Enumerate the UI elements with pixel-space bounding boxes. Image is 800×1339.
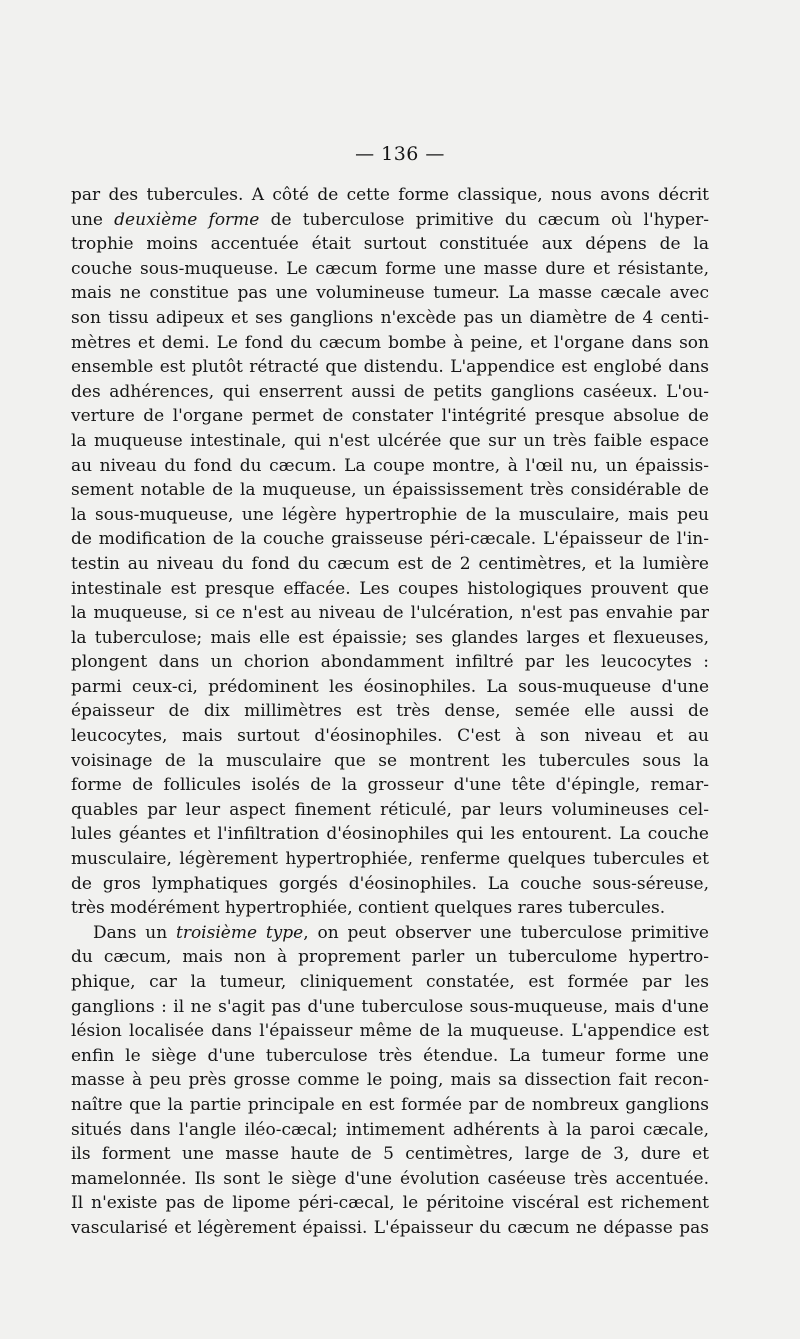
text-segment: de gros lymphatiques gorgés d'éosinophiles. La couche sous-séreuse, — [71, 873, 709, 894]
text-segment: , on peut observer une tuberculose primitive — [303, 922, 709, 943]
text-segment: la tuberculose; mais elle est épaissie; ses glandes larges et flexueuses, — [71, 627, 709, 648]
text-segment: la muqueuse, si ce n'est au niveau de l'ulcération, n'est pas envahie par — [71, 603, 709, 624]
text-segment: ensemble est plutôt rétracté que distendu. L'appendice est englobé dans — [71, 357, 709, 378]
text-line — [71, 1044, 709, 1069]
text-line — [71, 822, 709, 847]
text-segment: son tissu adipeux et ses ganglions n'excède pas un diamètre de 4 centi- — [71, 307, 709, 328]
text-segment: vascularisé et légèrement épaissi. L'épaisseur du cæcum ne dépasse pas — [71, 1217, 709, 1238]
italic-phrase: deuxième forme — [114, 209, 260, 230]
text-segment: Il n'existe pas de lipome péri-cæcal, le péritoine viscéral est richement — [71, 1193, 709, 1214]
page-number: — 136 — — [355, 143, 445, 165]
text-segment: situés dans l'angle iléo-cæcal; intimement adhérents à la paroi cæcale, — [71, 1119, 709, 1140]
text-segment: des adhérences, qui enserrent aussi de petits ganglions caséeux. L'ou- — [71, 381, 709, 402]
text-line — [71, 1118, 709, 1143]
text-line — [71, 995, 709, 1020]
text-segment: couche sous-muqueuse. Le cæcum forme une masse dure et résistante, — [71, 258, 709, 279]
text-segment: ganglions : il ne s'agit pas d'une tuberculose sous-muqueuse, mais d'une — [71, 996, 709, 1017]
text-line — [71, 478, 709, 503]
italic-phrase: troisième type — [175, 922, 304, 943]
text-line — [71, 503, 709, 528]
text-segment: au niveau du fond du cæcum. La coupe montre, à l'œil nu, un épaissis- — [71, 455, 709, 476]
text-line — [71, 1019, 709, 1044]
text-line — [71, 232, 709, 257]
text-segment: mais ne constitue pas une volumineuse tumeur. La masse cæcale avec — [71, 283, 709, 304]
text-segment: par des tubercules. A côté de cette forme classique, nous avons décrit — [71, 185, 709, 205]
text-line — [71, 945, 709, 970]
text-segment: testin au niveau du fond du cæcum est de 2 centimètres, et la lumière — [71, 553, 709, 574]
text-segment: musculaire, légèrement hypertrophiée, renferme quelques tubercules et — [71, 849, 709, 870]
text-line — [71, 847, 709, 872]
text-line — [71, 1216, 709, 1241]
text-line — [71, 257, 709, 282]
text-segment: verture de l'organe permet de constater l'intégrité presque absolue de — [71, 406, 709, 427]
text-segment: la sous-muqueuse, une légère hypertrophie de la musculaire, mais peu — [71, 504, 709, 525]
text-segment: la muqueuse intestinale, qui n'est ulcérée que sur un très faible espace — [71, 430, 709, 451]
text-segment: une — [71, 209, 115, 230]
text-segment: mamelonnée. Ils sont le siège d'une évolution caséeuse très accentuée. — [71, 1168, 709, 1189]
text-line — [71, 896, 709, 921]
text-segment: enfin le siège d'une tuberculose très étendue. La tumeur forme une — [71, 1045, 709, 1066]
text-segment: leucocytes, mais surtout d'éosinophiles. C'est à son niveau et au — [71, 726, 709, 747]
text-line — [71, 699, 709, 724]
text-line — [71, 1093, 709, 1118]
text-segment: trophie moins accentuée était surtout constituée aux dépens de la — [71, 234, 709, 255]
text-line — [71, 380, 709, 405]
text-line — [71, 773, 709, 798]
text-segment: lules géantes et l'infiltration d'éosinophiles qui les entourent. La couche — [71, 824, 709, 845]
text-line — [71, 1068, 709, 1093]
text-segment: de tuberculose primitive du cæcum où l'hyper- — [259, 209, 709, 230]
text-line — [71, 281, 709, 306]
text-segment: lésion localisée dans l'épaisseur même de la muqueuse. L'appendice est — [71, 1021, 709, 1042]
text-segment: phique, car la tumeur, cliniquement constatée, est formée par les — [71, 972, 709, 992]
text-segment: épaisseur de dix millimètres est très dense, semée elle aussi de — [71, 701, 709, 722]
text-segment: du cæcum, mais non à proprement parler un tuberculome hypertro- — [71, 947, 709, 968]
text-line — [71, 601, 709, 626]
text-segment: intestinale est presque effacée. Les coupes histologiques prouvent que — [71, 578, 709, 599]
text-line — [71, 429, 709, 454]
text-segment: naître que la partie principale en est formée par de nombreux ganglions — [71, 1094, 709, 1115]
text-line — [71, 404, 709, 429]
text-line — [71, 183, 709, 208]
text-segment: quables par leur aspect finement réticulé, par leurs volumineuses cel- — [71, 799, 709, 820]
text-line — [71, 872, 709, 897]
text-segment: voisinage de la musculaire que se montrent les tubercules sous la — [71, 750, 709, 771]
text-segment: forme de follicules isolés de la grosseur d'une tête d'épingle, remar- — [71, 775, 709, 796]
text-line — [71, 970, 709, 995]
text-line — [71, 626, 709, 651]
text-line — [71, 331, 709, 356]
text-line — [71, 1167, 709, 1192]
text-line — [71, 552, 709, 577]
text-line — [71, 1191, 709, 1216]
text-line — [71, 306, 709, 331]
text-line — [71, 749, 709, 774]
text-line — [71, 921, 709, 946]
text-line — [71, 208, 709, 233]
text-segment: plongent dans un chorion abondamment infiltré par les leucocytes : — [71, 652, 709, 673]
text-segment: parmi ceux-ci, prédominent les éosinophiles. La sous-muqueuse d'une — [71, 676, 709, 697]
text-line — [71, 675, 709, 700]
text-line — [71, 527, 709, 552]
body-text — [71, 183, 709, 1241]
text-segment: ils forment une masse haute de 5 centimètres, large de 3, dure et — [71, 1144, 709, 1165]
text-segment: mètres et demi. Le fond du cæcum bombe à peine, et l'organe dans son — [71, 332, 709, 353]
text-line — [71, 1142, 709, 1167]
text-line — [71, 724, 709, 749]
text-segment: très modérément hypertrophiée, contient quelques rares tubercules. — [71, 898, 666, 919]
text-line — [71, 650, 709, 675]
text-segment: masse à peu près grosse comme le poing, mais sa dissection fait recon- — [71, 1070, 709, 1091]
text-line — [71, 798, 709, 823]
text-segment: sement notable de la muqueuse, un épaississement très considérable de — [71, 480, 709, 501]
text-segment: de modification de la couche graisseuse péri-cæcale. L'épaisseur de l'in- — [71, 529, 709, 550]
text-segment: Dans un — [93, 922, 176, 943]
text-line — [71, 355, 709, 380]
text-line — [71, 454, 709, 479]
text-line — [71, 577, 709, 602]
